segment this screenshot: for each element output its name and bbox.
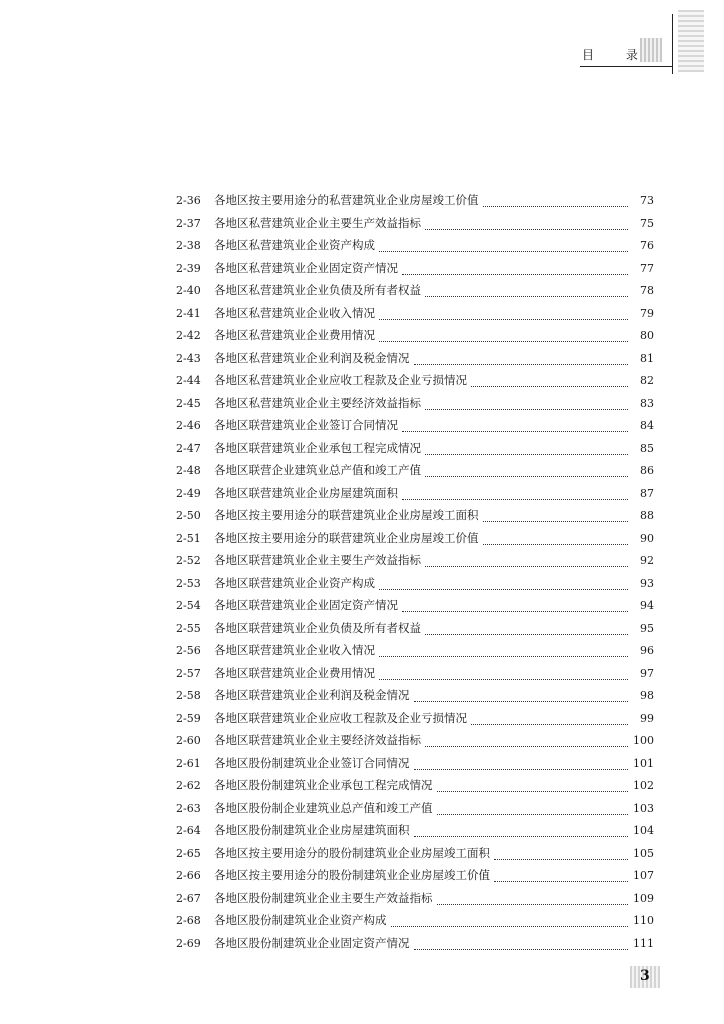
toc-entry-title: 各地区私营建筑业企业应收工程款及企业亏损情况 (214, 373, 467, 387)
toc-leader-dots (494, 858, 628, 860)
toc-entry-page: 77 (640, 261, 654, 275)
toc-entry-page: 100 (633, 734, 654, 747)
toc-leader-dots (471, 385, 628, 387)
toc-entry[interactable] (176, 575, 654, 598)
toc-entry-title: 各地区联营建筑业企业签订合同情况 (214, 418, 398, 432)
toc-entry-page: 92 (640, 554, 654, 567)
toc-entry-number: 2-58 (176, 689, 201, 702)
toc-entry-page: 84 (640, 419, 654, 432)
toc-entry[interactable] (176, 327, 654, 350)
toc-leader-dots (379, 340, 628, 342)
toc-entry[interactable] (176, 867, 654, 890)
toc-entry[interactable] (176, 192, 654, 215)
toc-leader-dots (483, 543, 629, 545)
toc-entry-number: 2-63 (176, 801, 201, 815)
toc-entry-page: 107 (633, 869, 654, 882)
toc-leader-dots (425, 228, 628, 230)
toc-entry-page: 98 (640, 689, 654, 702)
toc-entry-number: 2-45 (176, 396, 201, 410)
toc-entry-title: 各地区股份制企业建筑业总产值和竣工产值 (214, 800, 433, 815)
toc-entry-number: 2-66 (176, 869, 201, 882)
toc-entry[interactable] (176, 395, 654, 418)
toc-entry-page: 90 (640, 531, 654, 545)
toc-entry-number: 2-44 (176, 374, 201, 387)
toc-entry-number: 2-37 (176, 216, 201, 230)
toc-entry-number: 2-61 (176, 756, 201, 770)
toc-leader-dots (379, 588, 628, 590)
toc-entry[interactable] (176, 507, 654, 530)
edge-decoration (678, 10, 704, 72)
toc-entry-title: 各地区私营建筑业企业主要经济效益指标 (214, 395, 421, 410)
toc-entry-number: 2-43 (176, 351, 201, 365)
toc-entry-title: 各地区私营建筑业企业固定资产情况 (214, 260, 398, 275)
toc-leader-dots (402, 610, 628, 612)
toc-entry-title: 各地区联营企业建筑业总产值和竣工产值 (214, 463, 421, 477)
toc-entry-page: 85 (640, 441, 654, 455)
toc-entry-number: 2-51 (176, 531, 201, 545)
toc-leader-dots (379, 678, 628, 680)
toc-entry-number: 2-53 (176, 576, 201, 590)
toc-leader-dots (425, 633, 628, 635)
toc-entry-page: 81 (640, 351, 654, 365)
toc-leader-dots (379, 318, 628, 320)
toc-entry-title: 各地区股份制建筑业企业房屋建筑面积 (214, 823, 410, 837)
toc-entry-title: 各地区私营建筑业企业负债及所有者权益 (214, 283, 421, 297)
toc-entry[interactable] (176, 665, 654, 688)
toc-entry-number: 2-52 (176, 554, 201, 567)
toc-leader-dots (437, 813, 629, 815)
toc-entry[interactable] (176, 215, 654, 238)
toc-entry[interactable] (176, 620, 654, 643)
toc-entry-number: 2-49 (176, 486, 201, 500)
toc-entry[interactable] (176, 350, 654, 373)
toc-leader-dots (483, 520, 629, 522)
toc-entry[interactable] (176, 890, 654, 913)
toc-entry-title: 各地区联营建筑业企业应收工程款及企业亏损情况 (214, 710, 467, 725)
toc-leader-dots (437, 790, 629, 792)
toc-entry-page: 80 (640, 329, 654, 342)
header-rule-vertical (672, 14, 673, 74)
toc-entry-page: 76 (640, 239, 654, 252)
toc-entry-number: 2-54 (176, 599, 201, 612)
toc-entry[interactable] (176, 440, 654, 463)
toc-leader-dots (391, 925, 629, 927)
toc-entry-title: 各地区私营建筑业企业收入情况 (214, 305, 375, 320)
toc-entry-page: 105 (633, 846, 654, 860)
toc-entry[interactable] (176, 822, 654, 845)
toc-leader-dots (471, 723, 628, 725)
toc-entry-title: 各地区私营建筑业企业费用情况 (214, 328, 375, 342)
toc-entry-title: 各地区股份制建筑业企业签订合同情况 (214, 755, 410, 770)
toc-entry[interactable] (176, 845, 654, 868)
toc-entry-page: 82 (640, 374, 654, 387)
toc-entry-number: 2-59 (176, 711, 201, 725)
toc-entry-page: 99 (640, 711, 654, 725)
toc-entry[interactable] (176, 935, 654, 958)
toc-entry[interactable] (176, 777, 654, 800)
toc-entry-page: 78 (640, 284, 654, 297)
toc-leader-dots (425, 408, 628, 410)
toc-entry-page: 83 (640, 396, 654, 410)
toc-entry[interactable] (176, 687, 654, 710)
toc-entry-number: 2-41 (176, 306, 201, 320)
toc-entry-title: 各地区股份制建筑业企业资产构成 (214, 913, 387, 927)
toc-entry-number: 2-47 (176, 441, 201, 455)
toc-entry-number: 2-65 (176, 846, 201, 860)
toc-entry-number: 2-60 (176, 734, 201, 747)
toc-entry-title: 各地区联营建筑业企业资产构成 (214, 575, 375, 590)
toc-leader-dots (402, 498, 628, 500)
toc-entry-page: 110 (633, 914, 654, 927)
toc-entry-title: 各地区联营建筑业企业费用情况 (214, 665, 375, 680)
toc-entry-page: 93 (640, 576, 654, 590)
toc-leader-dots (414, 363, 629, 365)
toc-entry-page: 97 (640, 666, 654, 680)
toc-entry[interactable] (176, 912, 654, 935)
toc-entry-page: 96 (640, 644, 654, 657)
toc-entry[interactable] (176, 530, 654, 553)
toc-entry-number: 2-50 (176, 509, 201, 522)
toc-entry-page: 73 (640, 194, 654, 207)
toc-entry-page: 95 (640, 621, 654, 635)
toc-entry-number: 2-64 (176, 824, 201, 837)
toc-entry-title: 各地区联营建筑业企业负债及所有者权益 (214, 620, 421, 635)
toc-entry-title: 各地区联营建筑业企业主要经济效益指标 (214, 733, 421, 747)
toc-entry-page: 87 (640, 486, 654, 500)
toc-entry-number: 2-62 (176, 779, 201, 792)
running-header-title: 目 录 (582, 48, 652, 62)
toc-entry-title: 各地区私营建筑业企业资产构成 (214, 238, 375, 252)
toc-entry-title: 各地区联营建筑业企业利润及税金情况 (214, 688, 410, 702)
toc-entry-number: 2-67 (176, 891, 201, 905)
toc-entry-page: 111 (633, 936, 654, 950)
toc-leader-dots (379, 655, 628, 657)
toc-leader-dots (483, 205, 629, 207)
toc-entry-page: 101 (633, 756, 654, 770)
toc-entry[interactable] (176, 800, 654, 823)
toc-entry-page: 94 (640, 599, 654, 612)
toc-entry[interactable] (176, 732, 654, 755)
toc-leader-dots (437, 903, 629, 905)
toc-entry-title: 各地区私营建筑业企业主要生产效益指标 (214, 215, 421, 230)
toc-leader-dots (379, 250, 628, 252)
toc-entry-title: 各地区联营建筑业企业承包工程完成情况 (214, 440, 421, 455)
toc-entry-title: 各地区联营建筑业企业固定资产情况 (214, 598, 398, 612)
table-of-contents (176, 192, 654, 957)
toc-entry-page: 75 (640, 216, 654, 230)
toc-leader-dots (414, 700, 629, 702)
toc-entry-page: 103 (633, 801, 654, 815)
toc-entry-number: 2-56 (176, 644, 201, 657)
toc-entry[interactable] (176, 305, 654, 328)
toc-entry-page: 88 (640, 509, 654, 522)
toc-entry-number: 2-46 (176, 419, 201, 432)
toc-entry-number: 2-42 (176, 329, 201, 342)
toc-entry-page: 109 (633, 891, 654, 905)
toc-entry-title: 各地区按主要用途分的联营建筑业企业房屋竣工价值 (214, 530, 479, 545)
header-rule-horizontal (580, 66, 672, 67)
toc-entry-number: 2-39 (176, 261, 201, 275)
toc-entry-number: 2-55 (176, 621, 201, 635)
toc-entry-title: 各地区按主要用途分的私营建筑业企业房屋竣工价值 (214, 193, 479, 207)
toc-entry-number: 2-68 (176, 914, 201, 927)
toc-entry-title: 各地区股份制建筑业企业承包工程完成情况 (214, 778, 433, 792)
toc-entry-title: 各地区按主要用途分的股份制建筑业企业房屋竣工面积 (214, 845, 490, 860)
toc-entry-title: 各地区按主要用途分的联营建筑业企业房屋竣工面积 (214, 508, 479, 522)
toc-leader-dots (414, 835, 629, 837)
toc-entry-number: 2-69 (176, 936, 201, 950)
toc-entry[interactable] (176, 282, 654, 305)
toc-entry[interactable] (176, 755, 654, 778)
toc-leader-dots (425, 453, 628, 455)
toc-leader-dots (425, 295, 628, 297)
toc-entry[interactable] (176, 485, 654, 508)
toc-leader-dots (402, 273, 628, 275)
toc-entry[interactable] (176, 417, 654, 440)
toc-entry-title: 各地区股份制建筑业企业主要生产效益指标 (214, 890, 433, 905)
toc-entry-page: 102 (633, 779, 654, 792)
toc-entry[interactable] (176, 372, 654, 395)
toc-entry[interactable] (176, 597, 654, 620)
toc-leader-dots (425, 475, 628, 477)
toc-entry-number: 2-48 (176, 464, 201, 477)
toc-entry[interactable] (176, 462, 654, 485)
toc-entry-page: 86 (640, 464, 654, 477)
toc-entry-title: 各地区私营建筑业企业利润及税金情况 (214, 350, 410, 365)
toc-entry-title: 各地区联营建筑业企业收入情况 (214, 643, 375, 657)
toc-leader-dots (414, 768, 629, 770)
toc-entry[interactable] (176, 260, 654, 283)
toc-leader-dots (425, 745, 628, 747)
toc-entry[interactable] (176, 710, 654, 733)
toc-entry-title: 各地区联营建筑业企业主要生产效益指标 (214, 553, 421, 567)
toc-entry-number: 2-57 (176, 666, 201, 680)
toc-entry-number: 2-38 (176, 239, 201, 252)
toc-entry-page: 79 (640, 306, 654, 320)
toc-entry-number: 2-36 (176, 194, 201, 207)
toc-entry[interactable] (176, 237, 654, 260)
toc-leader-dots (402, 430, 628, 432)
toc-entry[interactable] (176, 552, 654, 575)
toc-leader-dots (414, 948, 629, 950)
toc-entry-page: 104 (633, 824, 654, 837)
toc-entry[interactable] (176, 642, 654, 665)
page-number: 3 (640, 968, 650, 984)
toc-entry-title: 各地区联营建筑业企业房屋建筑面积 (214, 485, 398, 500)
toc-entry-title: 各地区股份制建筑业企业固定资产情况 (214, 935, 410, 950)
toc-entry-title: 各地区按主要用途分的股份制建筑业企业房屋竣工价值 (214, 868, 490, 882)
toc-leader-dots (494, 880, 628, 882)
toc-entry-number: 2-40 (176, 284, 201, 297)
toc-leader-dots (425, 565, 628, 567)
